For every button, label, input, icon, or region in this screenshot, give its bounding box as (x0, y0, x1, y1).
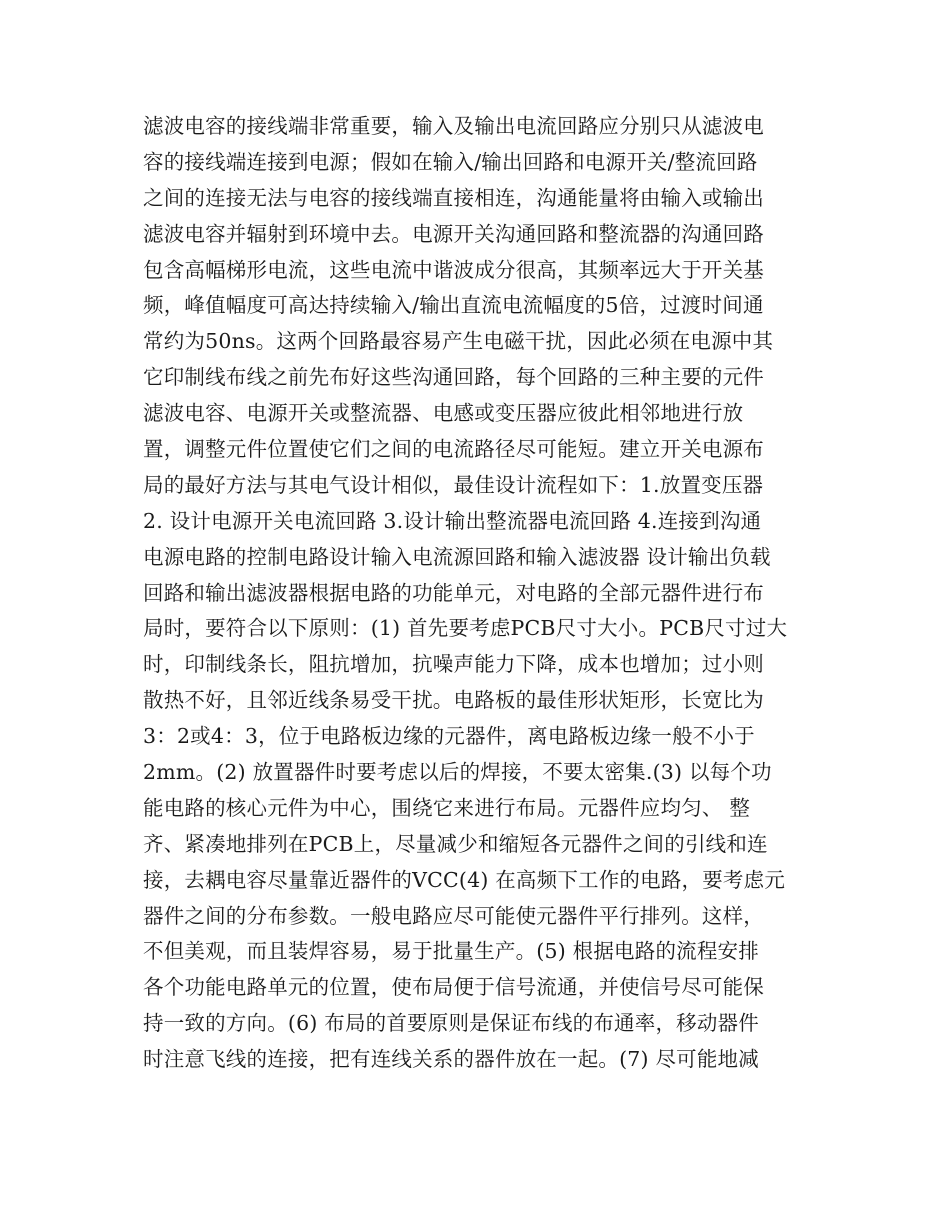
text-line: 局时，要符合以下原则：(1) 首先要考虑PCB尺寸大小。PCB尺寸过大 (143, 616, 788, 641)
text-line: 包含高幅梯形电流，这些电流中谐波成分很高，其频率远大于开关基 (143, 257, 764, 282)
text-line: 接，去耦电容尽量靠近器件的VCC(4) 在高频下工作的电路，要考虑元 (143, 867, 786, 892)
text-line: 滤波电容、电源开关或整流器、电感或变压器应彼此相邻地进行放 (143, 401, 744, 426)
text-line: 容的接线端连接到电源；假如在输入/输出回路和电源开关/整流回路 (143, 149, 758, 174)
text-line: 滤波电容并辐射到环境中去。电源开关沟通回路和整流器的沟通回路 (143, 221, 764, 246)
text-line: 能电路的核心元件为中心，围绕它来进行布局。元器件应均匀、 整 (143, 795, 751, 820)
text-line: 时注意飞线的连接，把有连线关系的器件放在一起。(7) 尽可能地减 (143, 1047, 759, 1072)
text-line: 齐、紧凑地排列在PCB上，尽量减少和缩短各元器件之间的引线和连 (143, 831, 768, 856)
text-line: 器件之间的分布参数。一般电路应尽可能使元器件平行排列。这样， (143, 903, 764, 928)
text-line: 常约为50ns。这两个回路最容易产生电磁干扰，因此必须在电源中其 (143, 329, 774, 354)
text-line: 电源电路的控制电路设计输入电流源回路和输入滤波器 设计输出负载 (143, 544, 771, 569)
text-line: 散热不好，且邻近线条易受干扰。电路板的最佳形状矩形，长宽比为 (143, 688, 764, 713)
text-line: 时，印制线条长，阻抗增加，抗噪声能力下降，成本也增加；过小则 (143, 652, 764, 677)
text-line: 不但美观，而且装焊容易，易于批量生产。(5) 根据电路的流程安排 (143, 939, 759, 964)
text-line: 各个功能电路单元的位置，使布局便于信号流通，并使信号尽可能保 (143, 975, 764, 1000)
text-line: 它印制线布线之前先布好这些沟通回路，每个回路的三种主要的元件 (143, 365, 764, 390)
text-line: 2mm。(2) 放置器件时要考虑以后的焊接，不要太密集.(3) 以每个功 (143, 760, 772, 785)
text-line: 持一致的方向。(6) 布局的首要原则是保证布线的布通率，移动器件 (143, 1011, 759, 1036)
text-line: 3：2或4：3，位于电路板边缘的元器件，离电路板边缘一般不小于 (143, 724, 755, 749)
body-text (143, 109, 823, 1078)
text-line: 2. 设计电源开关电流回路 3.设计输出整流器电流回路 4.连接到沟通 (143, 508, 762, 533)
text-line: 局的最好方法与其电气设计相似，最佳设计流程如下：1.放置变压器 (143, 472, 764, 497)
text-line: 滤波电容的接线端非常重要，输入及输出电流回路应分别只从滤波电 (143, 114, 764, 138)
text-line: 置，调整元件位置使它们之间的电流路径尽可能短。建立开关电源布 (143, 437, 764, 462)
text-line: 之间的连接无法与电容的接线端直接相连，沟通能量将由输入或输出 (143, 185, 764, 210)
text-line: 回路和输出滤波器根据电路的功能单元，对电路的全部元器件进行布 (143, 580, 764, 605)
text-line: 频，峰值幅度可高达持续输入/输出直流电流幅度的5倍，过渡时间通 (143, 293, 764, 318)
